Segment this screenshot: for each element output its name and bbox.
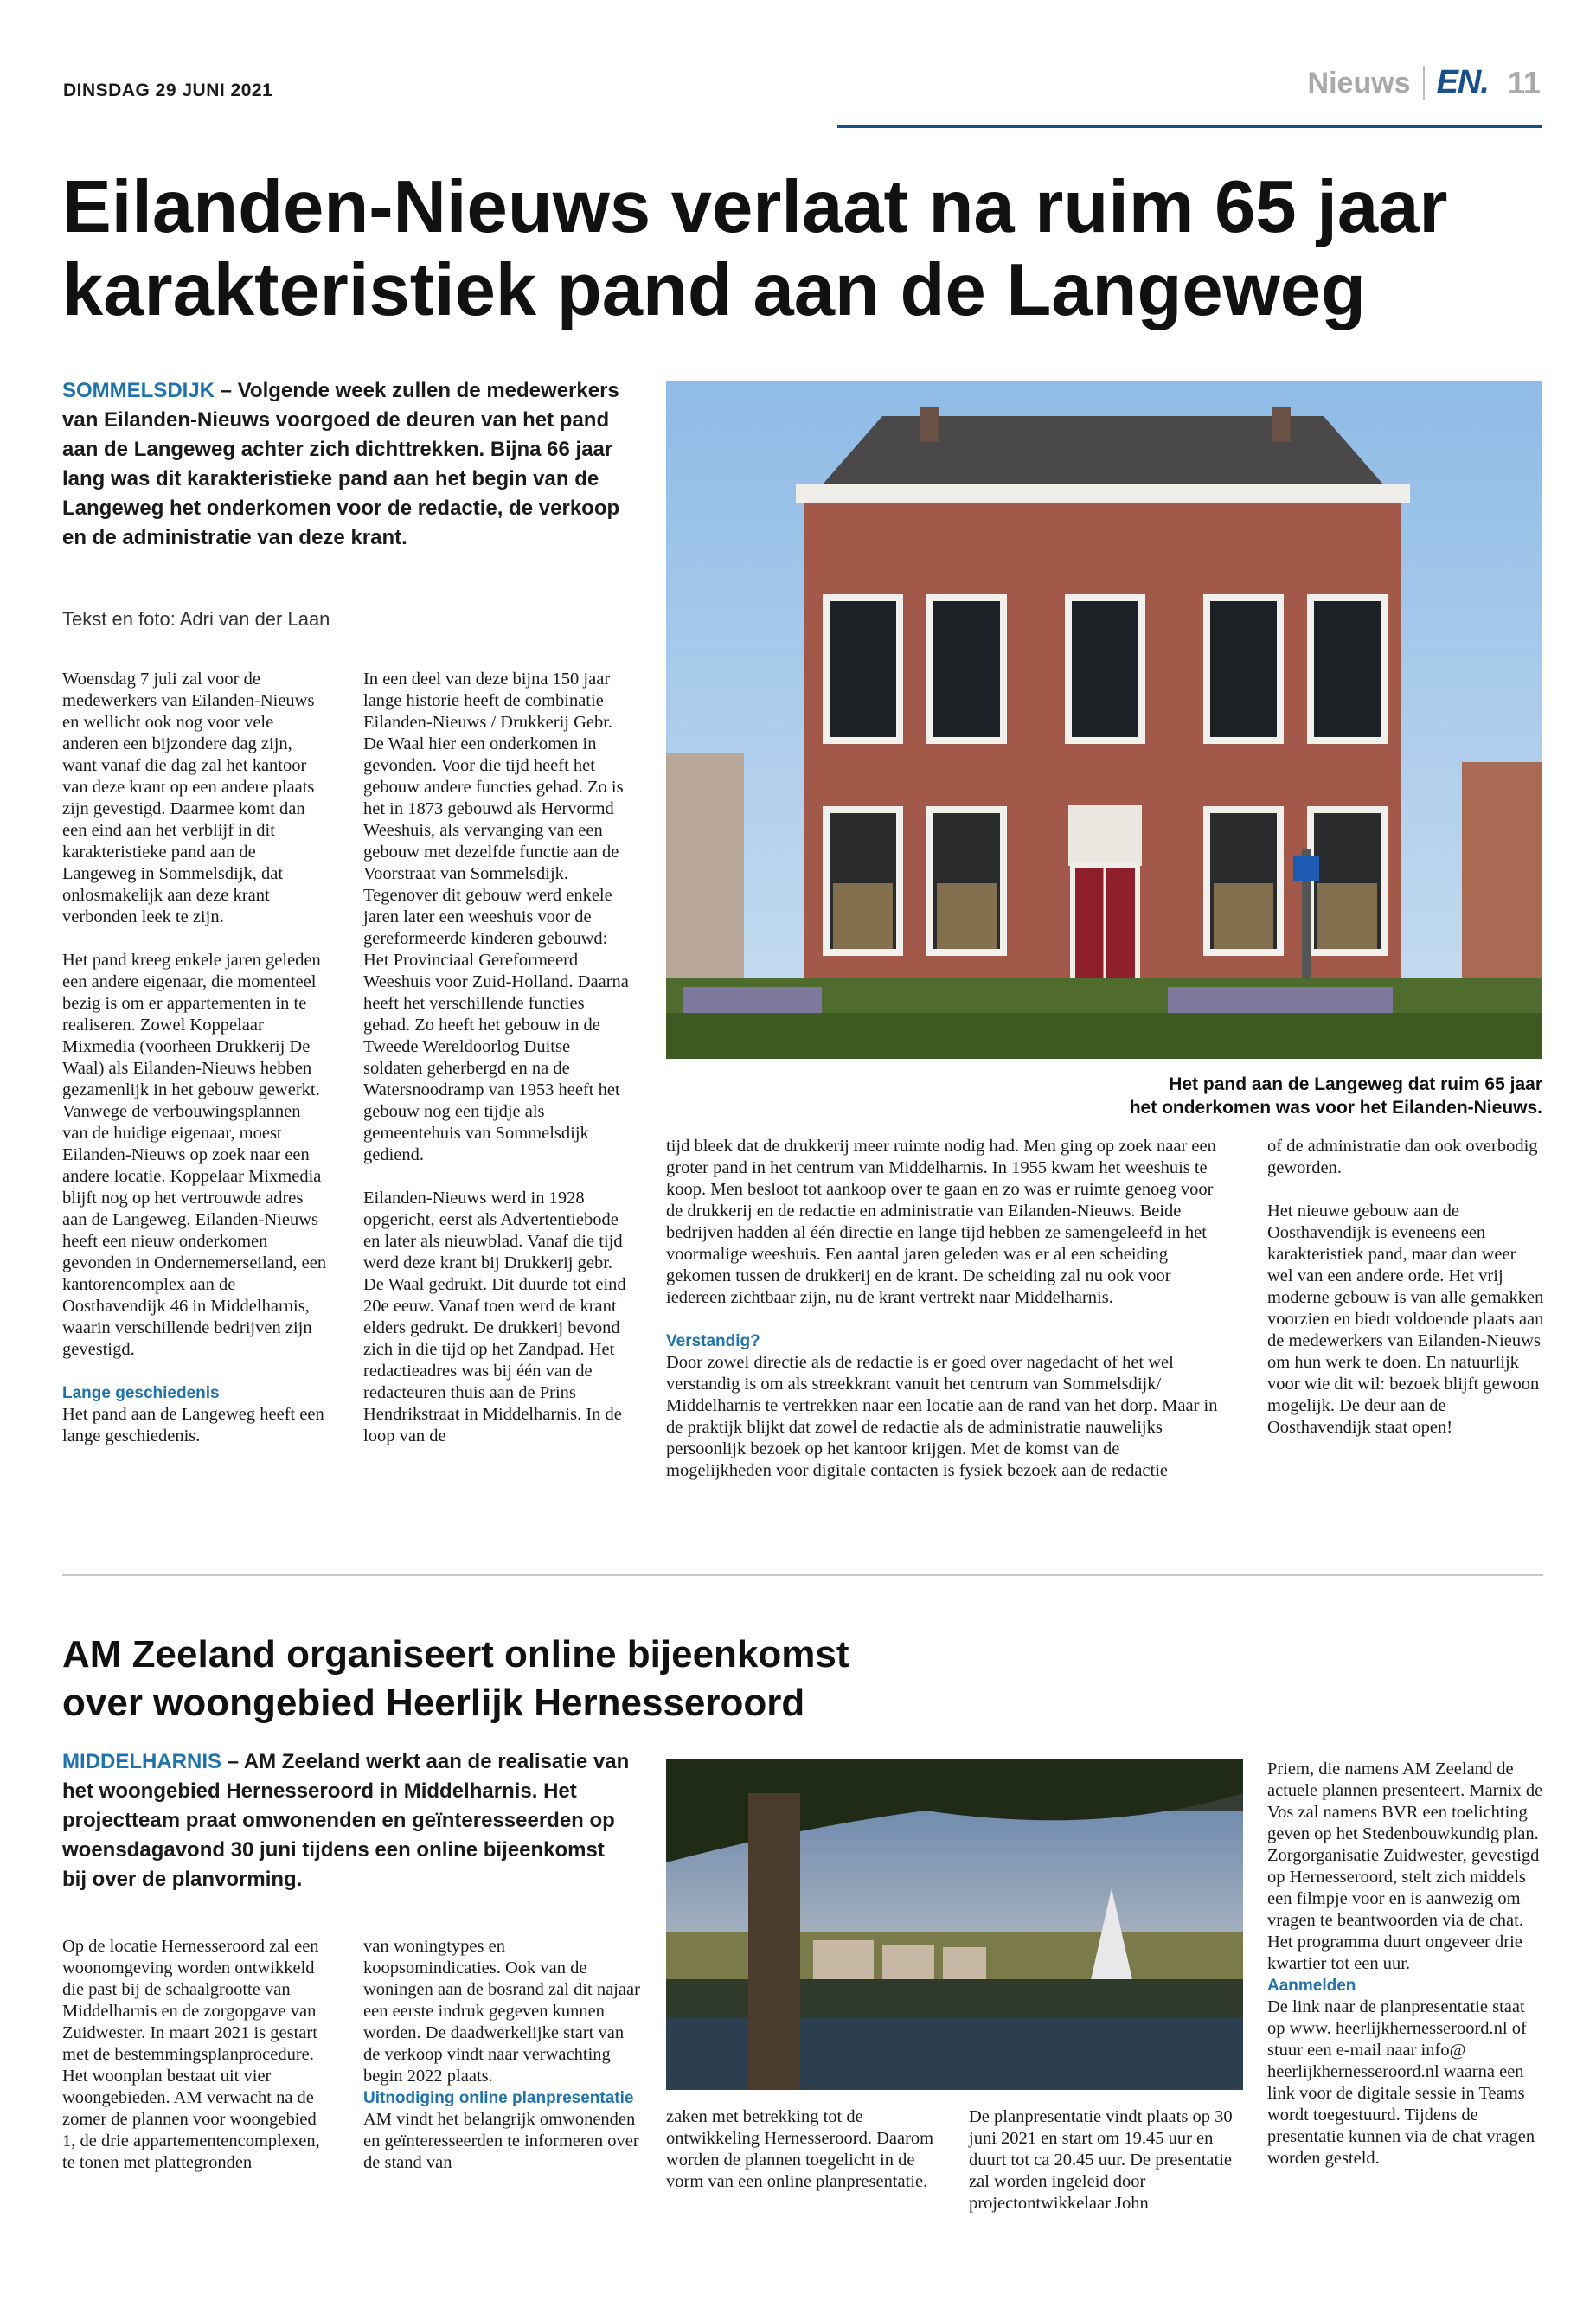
subheading-verstandig: Verstandig? — [666, 1332, 760, 1350]
development-photo — [666, 1759, 1243, 2090]
subheading-uitnodiging: Uitnodiging online planpresentatie — [363, 2089, 634, 2107]
en-logo: EN. — [1436, 64, 1489, 100]
article2-lead-text: – AM Zeeland werkt aan de realisatie van het woongebied Hernesseroord in Middelharnis. Het projectteam praat omwonenden en geïnteresseerden op woensdagavond 30 juni tijdens een online bijeenkomst bij over de planvorming. — [62, 1750, 630, 1891]
article2-column3 — [666, 2106, 934, 2214]
paragraph: De link naar de planpresentatie staat op www. heerlijkhernesseroord.nl of stuur een e-mail naar info@ heerlijkhernesseroord.nl waarna een link voor de digitale sessie in Teams wordt toegestuurd. Tijdens de presentatie kunnen via de chat vragen worden gesteld. — [1267, 1997, 1535, 2168]
building-photo — [666, 381, 1542, 1059]
article-divider — [62, 1574, 1543, 1576]
article1-headline — [62, 166, 1550, 332]
article2-column5 — [1267, 1759, 1544, 2170]
subheading-lange-geschiedenis: Lange geschiedenis — [62, 1384, 220, 1402]
article2-place: MIDDELHARNIS — [62, 1750, 221, 1773]
paragraph: AM vindt het belangrijk omwonenden en geïnteresseerden te informeren over de stand van — [363, 2110, 639, 2172]
paragraph: Het pand kreeg enkele jaren geleden een andere eigenaar, die momenteel bezig is om er appartementen in te realiseren. Zowel Koppelaar Mixmedia (voorheen Drukkerij De Waal) als Eilanden-Nieuws hebben gezamenlijk in het gebouw gewerkt. Vanwege de verbouwingsplannen van de huidige eigenaar, moest Eilanden-Nieuws op zoek naar een andere locatie. Koppelaar Mixmedia blijft nog op het vertrouwde adres aan de Langeweg. Eilanden-Nieuws heeft een nieuw onderkomen gevonden in Ondernemerseiland, een kantorencomplex aan de Oosthavendijk 46 in Middelharnis, waarin verschillende bedrijven zijn gevestigd. — [62, 951, 327, 1359]
article1-column3 — [666, 1136, 1228, 1482]
caption-line2: het onderkomen was voor het Eilanden-Nieuws. — [1129, 1098, 1542, 1118]
paragraph: Op de locatie Hernesseroord zal een woonomgeving worden ontwikkeld die past bij de schaalgrootte van Middelharnis en de zorgopgave van Zuidwester. In maart 2021 is gestart met de bestemmingsplanprocedure. Het woonplan bestaat uit vier woongebieden. AM verwacht na de zomer de plannen voor woongebied 1, de drie appartementencomplexen, te tonen met plattegronden — [62, 1937, 320, 2172]
article2-lead — [62, 1747, 633, 1894]
article2-column4 — [969, 2106, 1237, 2236]
section-header — [1308, 64, 1541, 101]
paragraph: Door zowel directie als de redactie is er goed over nagedacht of het wel verstandig is om als streekkrant vanuit het centrum van Sommelsdijk/ Middelharnis te vertrekken naar een locatie aan de rand van het dorp. Maar in de praktijk blijkt dat zowel de redactie als de administratie nauwelijks persoonlijk bezoek op het kantoor krijgen. Met de komst van de mogelijkheden voor digitale contacten is fysiek bezoek aan de redactie — [666, 1353, 1218, 1480]
paragraph: In een deel van deze bijna 150 jaar lange historie heeft de combinatie Eilanden-Nieuws / Drukkerij Gebr. De Waal hier een onderkomen in gevonden. Voor die tijd heeft het gebouw andere functies gehad. Zo is het in 1873 gebouwd als Hervormd Weeshuis, als vervanging van een gebouw met dezelfde functie aan de Voorstraat van Sommelsdijk. Tegenover dit gebouw werd enkele jaren later een weeshuis voor de gereformeerde kinderen gebouwd: Het Provinciaal Gereformeerd Weeshuis voor Zuid-Holland. Daarna heeft het verschillende functies gehad. Zo heeft het gebouw in de Tweede Wereldoorlog Duitse soldaten geherbergd en na de Watersnoodramp van 1953 heeft het gebouw nog een tijdje als gemeentehuis van Sommelsdijk gediend. — [363, 670, 629, 1164]
article1-column4 — [1267, 1136, 1544, 1460]
photo-caption — [1130, 1073, 1542, 1119]
article1-byline: Tekst en foto: Adri van der Laan — [62, 608, 330, 630]
article2-headline — [62, 1631, 1550, 1727]
subheading-aanmelden: Aanmelden — [1267, 1977, 1356, 1995]
paragraph: Het nieuwe gebouw aan de Oosthavendijk is eveneens een karakteristiek pand, maar dan weer wel van een andere orde. Het vrij moderne gebouw is van alle gemakken voorzien en biedt voldoende plaats aan de medewerkers van Eilanden-Nieuws om hun werk te doen. En natuurlijk voor wie dit wil: bezoek blijft gewoon mogelijk. De deur aan de Oosthavendijk staat open! — [1267, 1202, 1544, 1437]
header-rule — [837, 125, 1542, 128]
paragraph: Eilanden-Nieuws werd in 1928 opgericht, eerst als Advertentiebode en later als nieuwblad. Vanaf die tijd werd deze krant bij Drukkerij gebr. De Waal gedrukt. Dit duurde tot eind 20e eeuw. Vanaf toen werd de krant elders gedrukt. De drukkerij bevond zich in die tijd op het Zandpad. Het redactieadres was bij één van de redacteuren thuis aan de Prins Hendrikstraat in Middelharnis. In de loop van de — [363, 1189, 626, 1445]
paragraph: De planpresentatie vindt plaats op 30 juni 2021 en start om 19.45 uur en duurt tot ca 20.45 uur. De presentatie zal worden ingeleid door projectontwikkelaar John — [969, 2107, 1233, 2213]
article2-title-line1: AM Zeeland organiseert online bijeenkomst — [62, 1633, 849, 1676]
article1-lead-text: – Volgende week zullen de medewerkers van Eilanden-Nieuws voorgoed de deuren van het pand aan de Langeweg achter zich dichttrekken. Bijna 66 jaar lang was dit karakteristieke pand aan het begin van de Langeweg het onderkomen voor de redactie, de verkoop en de administratie van deze krant. — [62, 379, 620, 549]
caption-line1: Het pand aan de Langeweg dat ruim 65 jaar — [1169, 1074, 1542, 1094]
page-number: 11 — [1507, 64, 1541, 100]
paragraph: tijd bleek dat de drukkerij meer ruimte nodig had. Men ging op zoek naar een groter pand in het centrum van Middelharnis. In 1955 kwam het weeshuis te koop. Men besloot tot aankoop over te gaan en zo was er ruimte genoeg voor de drukkerij en de redactie en administratie van Eilanden-Nieuws. Beide bedrijven hadden al één directie en lange tijd hebben ze samengeleefd in het voormalige weeshuis. Een aantal jaren geleden was er al een scheiding gekomen tussen de drukkerij en de krant. De scheiding zal nu ook voor iedereen zichtbaar zijn, nu de krant vertrekt naar Middelharnis. — [666, 1137, 1216, 1307]
article2-title-line2: over woongebied Heerlijk Hernesseroord — [62, 1682, 805, 1724]
article1-place: SOMMELSDIJK — [62, 379, 215, 402]
article1-lead — [62, 376, 633, 553]
article2-column2 — [363, 1936, 640, 2174]
article1-title-line2: karakteristiek pand aan de Langeweg — [62, 249, 1366, 331]
paragraph: zaken met betrekking tot de ontwikkeling Hernesseroord. Daarom worden de plannen toegelicht in de vorm van een online planpresentatie. — [666, 2107, 934, 2191]
article1-column2 — [363, 669, 631, 1469]
issue-date: DINSDAG 29 JUNI 2021 — [63, 80, 273, 100]
paragraph: Woensdag 7 juli zal voor de medewerkers van Eilanden-Nieuws en wellicht ook nog voor vele anderen een bijzondere dag zijn, want vanaf die dag zal het kantoor van deze krant op een andere plaats zijn gevestigd. Daarmee komt dan een eind aan het verblijf in dit karakteristieke pand aan de Langeweg in Sommelsdijk, dat onlosmakelijk aan deze krant verbonden leek te zijn. — [62, 670, 315, 926]
section-label: Nieuws — [1308, 66, 1425, 100]
article2-column1 — [62, 1936, 330, 2195]
paragraph: van woningtypes en koopsomindicaties. Ook van de woningen aan de bosrand zal dit najaar een eerste indruk gegeven kunnen worden. De daadwerkelijke start van de verkoop vindt naar verwachting begin 2022 plaats. — [363, 1937, 640, 2086]
paragraph: Het pand aan de Langeweg heeft een lange geschiedenis. — [62, 1405, 324, 1445]
article1-column1 — [62, 669, 330, 1447]
paragraph: Priem, die namens AM Zeeland de actuele plannen presenteert. Marnix de Vos zal namens BVR een toelichting geven op het Stedenbouwkundig plan. Zorgorganisatie Zuidwester, gevestigd op Hernesseroord, stelt zich middels een filmpje voor en is aanwezig om vragen te beantwoorden via de chat. Het programma duurt ongeveer drie kwartier tot een uur. — [1267, 1759, 1543, 1973]
article1-title-line1: Eilanden-Nieuws verlaat na ruim 65 jaar — [62, 166, 1448, 248]
paragraph: of de administratie dan ook overbodig geworden. — [1267, 1137, 1538, 1177]
